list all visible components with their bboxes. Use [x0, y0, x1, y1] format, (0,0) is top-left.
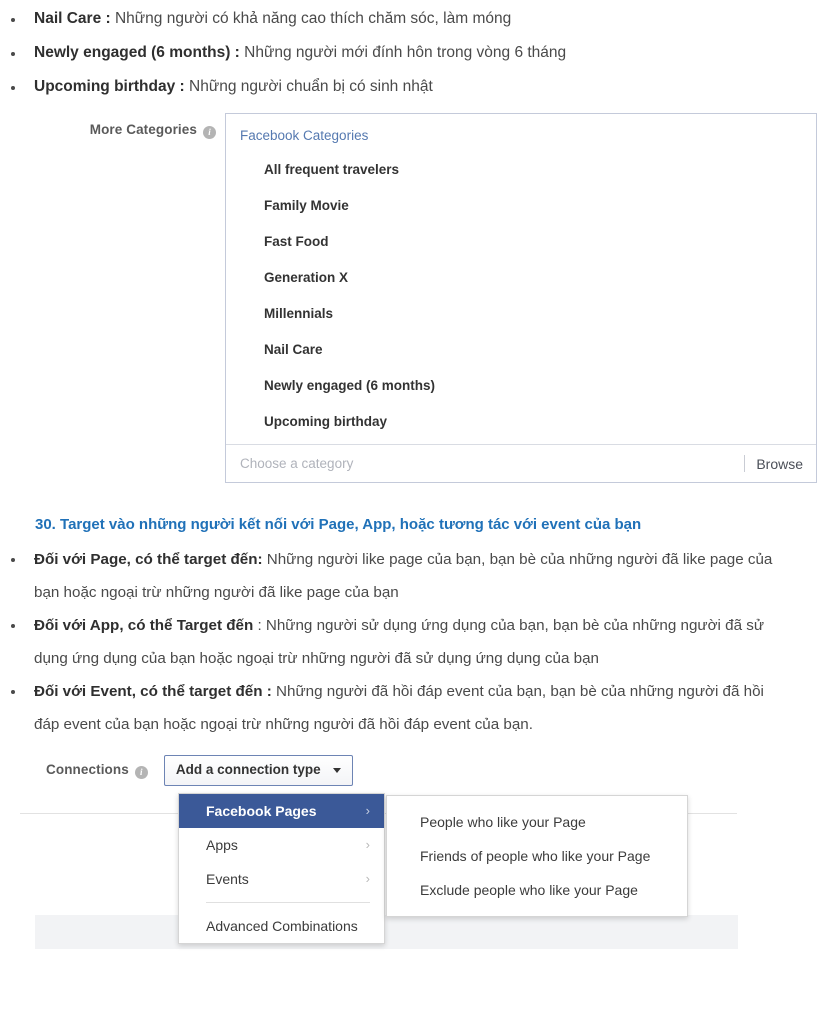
list-item — [0, 36, 835, 70]
menu-item-label: Apps — [206, 837, 238, 853]
categories-group-title: Facebook Categories — [240, 128, 369, 143]
category-option[interactable]: Upcoming birthday — [264, 414, 388, 429]
connections-label — [46, 762, 148, 779]
menu-item-events[interactable] — [179, 862, 384, 896]
list-item-desc: Những người mới đính hôn trong vòng 6 tháng — [244, 44, 567, 61]
list-item — [0, 675, 835, 741]
connections-row — [0, 755, 835, 786]
menu-item-label: Advanced Combinations — [206, 918, 358, 934]
divider — [206, 902, 370, 903]
categories-footer — [226, 444, 816, 482]
list-item-desc: : Những người sử dụng ứng dụng của bạn, bạn bè của những người đã sử dụng ứng dụng của bạn hoặc ngoại trừ những người đã sử dụng ứng dụng của bạn — [34, 617, 764, 667]
more-categories-label-text: More Categories — [89, 122, 197, 137]
connection-type-dropdown — [178, 793, 385, 944]
category-option[interactable]: Fast Food — [264, 234, 329, 249]
top-bullet-section — [0, 0, 835, 104]
category-search-input[interactable]: Choose a category — [240, 456, 354, 471]
menu-item-label: Events — [206, 871, 249, 887]
menu-item-advanced-combinations[interactable] — [179, 909, 384, 943]
section-heading: 30. Target vào những người kết nối với Page, App, hoặc tương tác với event của bạn — [35, 516, 642, 533]
chevron-right-icon: › — [365, 837, 370, 852]
category-description-list — [0, 2, 835, 104]
menu-item-facebook-pages[interactable] — [179, 794, 384, 828]
list-item-desc: Những người like page của bạn, bạn bè của những người đã like page của bạn hoặc ngoại trừ những người đã like page của bạn — [34, 551, 773, 601]
list-item — [0, 70, 835, 104]
info-icon[interactable]: i — [135, 766, 148, 779]
categories-list — [226, 114, 816, 444]
list-item-term: Đối với App, có thể Target đến — [34, 617, 254, 634]
menu-item-label: Facebook Pages — [206, 803, 317, 819]
facebook-pages-submenu — [386, 795, 688, 917]
list-item-desc: Những người đã hồi đáp event của bạn, bạn bè của những người đã hồi đáp event của bạn hoặc ngoại trừ những người đã hồi đáp event của bạn. — [34, 683, 764, 733]
browse-button[interactable]: Browse — [756, 455, 803, 472]
list-item — [0, 543, 835, 609]
form-footer-bar — [35, 915, 738, 949]
more-categories-widget — [0, 113, 835, 483]
category-option[interactable]: Generation X — [264, 270, 349, 285]
submenu-item-people-who-like[interactable]: People who like your Page — [420, 814, 586, 830]
menu-item-apps[interactable] — [179, 828, 384, 862]
category-option[interactable]: Newly engaged (6 months) — [264, 378, 436, 393]
list-item-term: Nail Care : — [34, 10, 111, 27]
list-item-term: Đối với Event, có thể target đến : — [34, 683, 272, 700]
list-item-term: Upcoming birthday : — [34, 78, 185, 95]
category-option[interactable]: Family Movie — [264, 198, 349, 213]
more-categories-label — [58, 113, 216, 139]
chevron-right-icon: › — [365, 871, 370, 886]
submenu-item-friends-of-people-who-like[interactable]: Friends of people who like your Page — [420, 848, 651, 864]
list-item-desc: Những người có khả năng cao thích chăm sóc, làm móng — [114, 10, 512, 27]
browse-control — [744, 455, 816, 472]
add-connection-type-label: Add a connection type — [175, 762, 321, 777]
categories-panel — [225, 113, 817, 483]
category-option[interactable]: All frequent travelers — [264, 162, 400, 177]
list-item — [0, 2, 835, 36]
list-item-term: Newly engaged (6 months) : — [34, 44, 240, 61]
connections-description-list — [0, 543, 835, 741]
connections-widget — [0, 755, 835, 945]
category-option[interactable]: Nail Care — [264, 342, 323, 357]
connections-label-text: Connections — [46, 762, 129, 777]
category-option[interactable]: Millennials — [264, 306, 334, 321]
add-connection-type-button[interactable] — [164, 755, 353, 786]
list-item-term: Đối với Page, có thể target đến: — [34, 551, 263, 568]
submenu-item-exclude-people-who-like[interactable]: Exclude people who like your Page — [420, 882, 638, 898]
info-icon[interactable]: i — [203, 126, 216, 139]
list-item-desc: Những người chuẩn bị có sinh nhật — [189, 78, 433, 95]
divider — [744, 455, 745, 472]
list-item — [0, 609, 835, 675]
caret-down-icon — [333, 768, 341, 773]
chevron-right-icon: › — [365, 803, 370, 818]
